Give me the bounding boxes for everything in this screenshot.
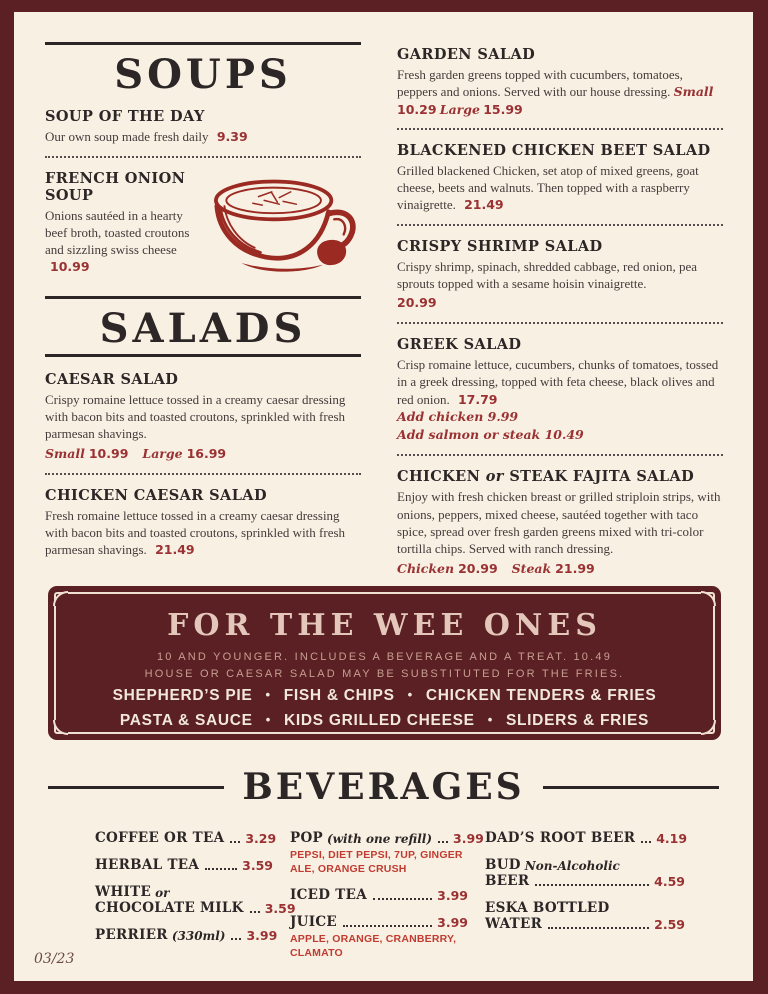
beverage-name: WHITE bbox=[95, 884, 152, 900]
price: 21.49 bbox=[464, 197, 504, 213]
menu-item-name: GREEK SALAD bbox=[397, 336, 522, 354]
menu-item-name: GARDEN SALAD bbox=[397, 46, 536, 63]
menu-item-name: CHICKEN or STEAK FAJITA SALAD bbox=[397, 468, 695, 486]
dotted-divider bbox=[45, 473, 361, 475]
menu-item-desc: Fresh romaine lettuce tossed in a creamy caesar dressing with bacon bits and toasted croutons, sprinkled with fresh parmesan shavings. 21.49 bbox=[45, 507, 346, 558]
menu-item-name: BLACKENED CHICKEN BEET SALAD bbox=[397, 142, 711, 160]
kids-menu-item: KIDS GRILLED CHEESE bbox=[283, 712, 475, 729]
menu-date-code: 03/23 bbox=[34, 951, 75, 967]
menu-item-desc: Onions sautéed in a hearty beef broth, toasted croutons and sizzling swiss cheese 10.99 bbox=[45, 207, 190, 274]
menu-columns bbox=[14, 12, 753, 576]
beverage-name: PERRIER bbox=[95, 927, 168, 943]
beverage-note: APPLE, ORANGE, CRANBERRY, CLAMATO bbox=[290, 933, 457, 959]
addon-option: Add chicken 9.99 bbox=[397, 409, 519, 425]
beverages-column-2 bbox=[290, 830, 484, 972]
price: 2.59 bbox=[654, 917, 685, 932]
corner-ornament-icon bbox=[701, 591, 716, 606]
kids-menu-subtitle: HOUSE OR CAESAR SALAD MAY BE SUBSTITUTED FOR THE FRIES. bbox=[144, 668, 625, 680]
price: 3.59 bbox=[264, 901, 296, 916]
beverage-name: BUD bbox=[485, 857, 521, 873]
price: 10.29 bbox=[397, 101, 437, 117]
price: 4.59 bbox=[654, 874, 685, 889]
salads-section-header bbox=[45, 296, 361, 357]
beverage-item-pop bbox=[290, 830, 484, 876]
beverages-grid bbox=[14, 830, 753, 972]
beverage-name: WATER bbox=[485, 916, 543, 932]
kids-menu-title: FOR THE WEE ONES bbox=[167, 608, 602, 643]
dot-leader bbox=[535, 884, 649, 886]
beverage-item-bud-non-alcoholic-beer bbox=[485, 857, 685, 889]
beverage-name: BEER bbox=[485, 873, 530, 889]
price: 16.99 bbox=[186, 445, 227, 461]
beverage-item-dads-root-beer bbox=[485, 830, 688, 846]
size-label: Small bbox=[45, 445, 85, 461]
variant-label: Chicken bbox=[397, 560, 455, 576]
beverage-item-eska-bottled-water bbox=[485, 900, 685, 932]
menu-item-desc: Enjoy with fresh chicken breast or grilled striploin strips, with onions, peppers, mixed cheese, sautéed together with taco spice, spread over fresh garden greens mixed with tri-color tortilla chips. Served with ranch dressing. bbox=[397, 489, 721, 556]
price: 3.99 bbox=[437, 915, 468, 931]
menu-item-desc: Crispy shrimp, spinach, shredded cabbage, red onion, pea sprouts topped with a sesame hoisin vinaigrette. bbox=[397, 258, 698, 292]
beverage-name: JUICE bbox=[290, 914, 338, 931]
price: 21.99 bbox=[555, 560, 595, 576]
menu-page bbox=[14, 12, 753, 981]
price: 20.99 bbox=[458, 560, 498, 576]
bullet-separator: • bbox=[487, 712, 493, 727]
price: 3.99 bbox=[246, 928, 278, 943]
bullet-separator: • bbox=[265, 687, 271, 702]
beverage-name: ESKA BOTTLED bbox=[485, 900, 610, 916]
dot-leader bbox=[373, 898, 432, 900]
salads-section-title: SALADS bbox=[99, 304, 307, 352]
menu-item-french-onion-soup bbox=[45, 170, 361, 282]
divider-line bbox=[45, 296, 361, 299]
kids-menu-item: PASTA & SAUCE bbox=[119, 712, 253, 729]
right-column bbox=[397, 42, 723, 578]
menu-item-desc: Fresh garden greens topped with cucumbers, tomatoes, peppers and onions. Served with our house dressing. Small 10.29 Large 15.99 bbox=[397, 67, 714, 117]
beverage-item-white-or-chocolate-milk bbox=[95, 884, 296, 916]
beverage-name-italic: Non-Alcoholic bbox=[524, 859, 620, 873]
dot-leader bbox=[231, 938, 241, 940]
price: 10.99 bbox=[88, 445, 129, 461]
kids-menu-item: FISH & CHIPS bbox=[283, 687, 395, 704]
dot-leader bbox=[548, 927, 649, 929]
dotted-divider bbox=[397, 224, 723, 226]
divider-line bbox=[45, 42, 361, 45]
beverage-name: CHOCOLATE MILK bbox=[95, 900, 244, 916]
menu-item-name: SOUP OF THE DAY bbox=[45, 108, 205, 125]
price: 4.19 bbox=[656, 831, 688, 846]
beverage-name: DAD’S ROOT BEER bbox=[485, 830, 636, 846]
price: 20.99 bbox=[397, 295, 437, 311]
beverages-section-title: BEVERAGES bbox=[242, 766, 525, 808]
corner-ornament-icon bbox=[53, 591, 68, 606]
kids-menu-items-row bbox=[48, 712, 721, 730]
bullet-separator: • bbox=[265, 712, 271, 727]
divider-line bbox=[48, 786, 224, 789]
price: 10.99 bbox=[50, 258, 90, 274]
beverages-section-header bbox=[14, 766, 753, 808]
divider-line bbox=[543, 786, 719, 789]
left-column bbox=[45, 42, 361, 578]
corner-ornament-icon bbox=[701, 720, 716, 735]
corner-ornament-icon bbox=[53, 720, 68, 735]
dotted-divider bbox=[45, 156, 361, 158]
kids-menu-item: SLIDERS & FRIES bbox=[505, 712, 650, 729]
dotted-divider bbox=[397, 128, 723, 130]
menu-item-garden-salad bbox=[397, 46, 723, 118]
menu-item-name: CAESAR SALAD bbox=[45, 370, 179, 388]
soups-section-title: SOUPS bbox=[114, 51, 292, 98]
beverages-column-1 bbox=[95, 830, 296, 972]
kids-menu-subtitle: 10 AND YOUNGER. INCLUDES A BEVERAGE AND A TREAT. 10.49 bbox=[156, 651, 613, 663]
kids-menu-items-row bbox=[48, 687, 721, 705]
dot-leader bbox=[205, 868, 237, 870]
menu-item-desc: Crispy romaine lettuce tossed in a creamy caesar dressing with bacon bits and toasted croutons, sprinkled with fresh parmesan shavings. bbox=[45, 391, 346, 441]
variant-prices bbox=[397, 560, 723, 578]
kids-menu-panel bbox=[48, 586, 721, 740]
menu-item-caesar-salad bbox=[45, 371, 361, 463]
price: 3.99 bbox=[453, 831, 484, 846]
kids-menu-item: SHEPHERD’S PIE bbox=[112, 687, 253, 704]
dot-leader bbox=[343, 925, 432, 927]
menu-item-chicken-caesar-salad bbox=[45, 487, 361, 559]
dotted-divider bbox=[397, 322, 723, 324]
size-label: Large bbox=[439, 101, 480, 117]
beverage-item-herbal-tea bbox=[95, 857, 273, 873]
beverage-name: COFFEE OR TEA bbox=[95, 830, 225, 846]
price: 9.39 bbox=[216, 129, 248, 144]
beverage-name: ICED TEA bbox=[290, 887, 367, 904]
menu-item-desc: Crisp romaine lettuce, cucumbers, chunks of tomatoes, tossed in a greek dressing, topped with feta cheese, black olives and red onion. 17.79 bbox=[397, 357, 719, 407]
beverage-item-juice bbox=[290, 914, 468, 960]
beverages-column-3 bbox=[485, 830, 688, 972]
size-label: Small bbox=[673, 84, 714, 100]
menu-item-soup-of-the-day bbox=[45, 108, 361, 146]
addon-option: Add salmon or steak 10.49 bbox=[397, 427, 584, 443]
beverage-name-italic: or bbox=[155, 886, 170, 900]
price: 3.99 bbox=[437, 888, 468, 904]
divider-line bbox=[45, 354, 361, 357]
beverage-name: HERBAL TEA bbox=[95, 857, 200, 873]
beverage-item-iced-tea bbox=[290, 887, 468, 903]
menu-item-name: CRISPY SHRIMP SALAD bbox=[397, 237, 603, 255]
size-prices bbox=[45, 445, 361, 463]
menu-item-blackened-chicken-beet-salad bbox=[397, 142, 723, 214]
kids-menu-item: CHICKEN TENDERS & FRIES bbox=[425, 687, 657, 704]
beverage-item-coffee-or-tea bbox=[95, 830, 277, 846]
beverage-name: POP bbox=[290, 830, 323, 846]
beverage-name-italic: (with one refill) bbox=[326, 832, 432, 846]
menu-item-greek-salad bbox=[397, 336, 723, 444]
menu-item-name: FRENCH ONION SOUP bbox=[45, 169, 186, 204]
dot-leader bbox=[230, 841, 240, 843]
beverage-name-italic: (330ml) bbox=[171, 929, 226, 943]
price: 17.79 bbox=[457, 391, 498, 407]
price: 3.59 bbox=[242, 858, 273, 873]
bullet-separator: • bbox=[407, 687, 413, 702]
price: 21.49 bbox=[155, 542, 195, 558]
price: 15.99 bbox=[483, 101, 523, 117]
dot-leader bbox=[438, 841, 448, 843]
dotted-divider bbox=[397, 454, 723, 456]
menu-item-chicken-or-steak-fajita-salad bbox=[397, 468, 723, 578]
beverage-note: PEPSI, DIET PEPSI, 7UP, GINGER ALE, ORANGE CRUSH bbox=[290, 849, 463, 875]
soup-cup-illustration-icon bbox=[209, 172, 361, 278]
dot-leader bbox=[641, 841, 651, 843]
variant-label: Steak bbox=[511, 560, 552, 576]
price: 3.29 bbox=[245, 831, 277, 846]
size-label: Large bbox=[142, 445, 183, 461]
dot-leader bbox=[250, 911, 260, 913]
menu-item-name: CHICKEN CAESAR SALAD bbox=[45, 486, 267, 504]
beverage-item-perrier bbox=[95, 927, 278, 943]
menu-item-crispy-shrimp-salad bbox=[397, 238, 723, 312]
menu-item-desc: Our own soup made fresh daily 9.39 bbox=[45, 129, 248, 144]
menu-item-desc: Grilled blackened Chicken, set atop of mixed greens, goat cheese, beets and walnuts. Then topped with a raspberry vinaigrette. 21.49 bbox=[397, 163, 699, 213]
